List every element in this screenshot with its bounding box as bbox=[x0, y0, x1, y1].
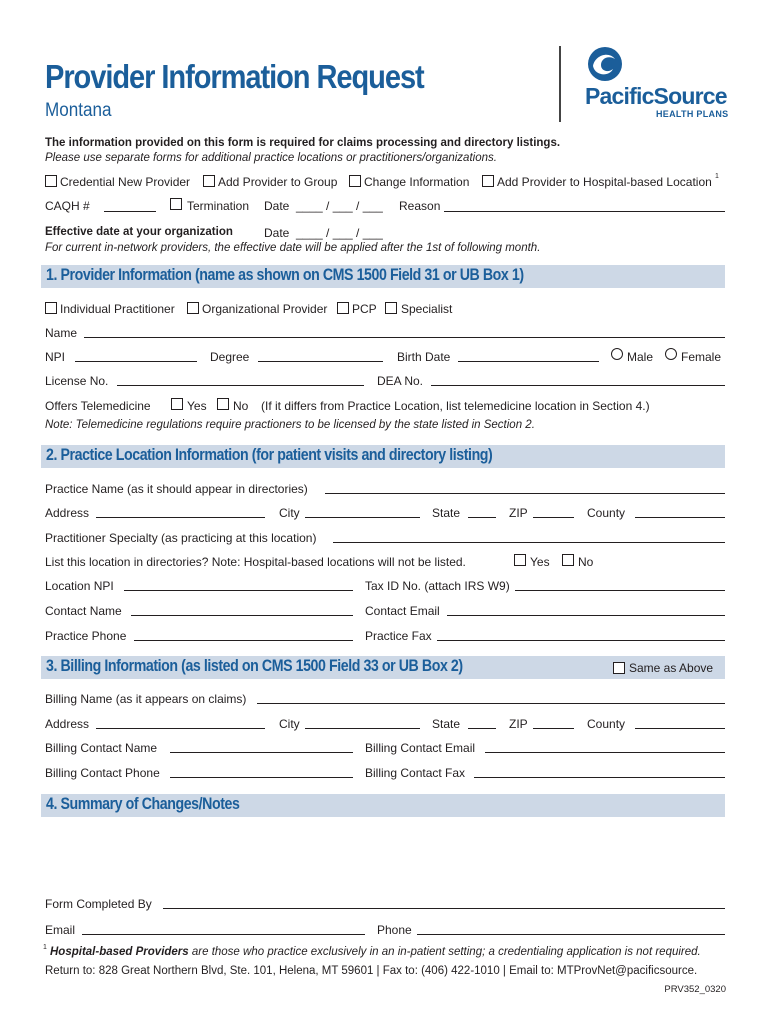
add-provider-to-group-label: Add Provider to Group bbox=[218, 175, 338, 189]
telemedicine-label: Offers Telemedicine bbox=[45, 399, 151, 413]
practice-address-label: Address bbox=[45, 506, 90, 520]
page-title: Provider Information Request bbox=[45, 58, 424, 95]
effective-date-field[interactable]: ____ / ___ / ___ bbox=[296, 226, 383, 240]
billing-county-field[interactable] bbox=[635, 728, 725, 729]
reason-field[interactable] bbox=[444, 211, 725, 212]
tax-id-field[interactable] bbox=[515, 590, 725, 591]
section-3-title: 3. Billing Information (as listed on CMS 1500 Field 33 or UB Box 2) bbox=[46, 657, 463, 675]
birth-date-label: Birth Date bbox=[397, 350, 451, 364]
practice-city-field[interactable] bbox=[305, 517, 420, 518]
degree-label: Degree bbox=[210, 350, 250, 364]
footer-footnote bbox=[50, 946, 701, 958]
billing-zip-label: ZIP bbox=[509, 717, 528, 731]
telemedicine-no-label: No bbox=[233, 399, 249, 413]
termination-date-label: Date bbox=[264, 199, 290, 213]
effective-date-date-label: Date bbox=[264, 226, 290, 240]
intro-line-2: Please use separate forms for additional practice locations or practitioners/organizations. bbox=[45, 152, 497, 164]
section-2-header bbox=[41, 445, 725, 468]
section-4-header bbox=[41, 794, 725, 817]
individual-practitioner-checkbox[interactable] bbox=[45, 302, 57, 314]
practitioner-specialty-label: Practitioner Specialty (as practicing at this location) bbox=[45, 531, 317, 545]
license-label: License No. bbox=[45, 374, 109, 388]
billing-address-field[interactable] bbox=[96, 728, 265, 729]
change-information-label: Change Information bbox=[364, 175, 470, 189]
header-divider bbox=[559, 46, 561, 122]
female-radio[interactable] bbox=[665, 348, 677, 360]
add-provider-hospital-checkbox[interactable] bbox=[482, 175, 494, 187]
list-directory-no-checkbox[interactable] bbox=[562, 554, 574, 566]
billing-city-field[interactable] bbox=[305, 728, 420, 729]
billing-zip-field[interactable] bbox=[533, 728, 574, 729]
footnote-mark: 1 bbox=[715, 173, 719, 180]
practice-name-label: Practice Name (as it should appear in directories) bbox=[45, 482, 308, 496]
effective-date-note: For current in-network providers, the effective date will be applied after the 1st of following month. bbox=[45, 242, 541, 254]
practice-county-label: County bbox=[587, 506, 626, 520]
location-npi-label: Location NPI bbox=[45, 579, 114, 593]
individual-practitioner-label: Individual Practitioner bbox=[60, 302, 175, 316]
billing-contact-phone-field[interactable] bbox=[170, 777, 353, 778]
page-subtitle: Montana bbox=[45, 100, 112, 121]
dea-label: DEA No. bbox=[377, 374, 424, 388]
billing-state-field[interactable] bbox=[468, 728, 496, 729]
logo-name: PacificSource bbox=[585, 83, 727, 109]
reason-label: Reason bbox=[399, 199, 441, 213]
return-address: Return to: 828 Great Northern Blvd, Ste. 101, Helena, MT 59601 | Fax to: (406) 422-1010 | Email to: MTProvNet@pacificsource. bbox=[45, 965, 698, 977]
termination-label: Termination bbox=[187, 199, 250, 213]
credential-new-provider-checkbox[interactable] bbox=[45, 175, 57, 187]
billing-contact-email-field[interactable] bbox=[485, 752, 725, 753]
practice-state-field[interactable] bbox=[468, 517, 496, 518]
billing-contact-fax-field[interactable] bbox=[474, 777, 725, 778]
npi-field[interactable] bbox=[75, 361, 197, 362]
practice-zip-label: ZIP bbox=[509, 506, 528, 520]
billing-state-label: State bbox=[432, 717, 461, 731]
form-completed-by-label: Form Completed By bbox=[45, 897, 152, 911]
contact-email-label: Contact Email bbox=[365, 604, 440, 618]
completer-phone-field[interactable] bbox=[417, 934, 725, 935]
billing-county-label: County bbox=[587, 717, 626, 731]
add-provider-to-group-checkbox[interactable] bbox=[203, 175, 215, 187]
billing-contact-phone-label: Billing Contact Phone bbox=[45, 766, 160, 780]
provider-name-label: Name bbox=[45, 326, 78, 340]
license-field[interactable] bbox=[117, 385, 364, 386]
billing-name-field[interactable] bbox=[257, 703, 725, 704]
birth-date-field[interactable] bbox=[458, 361, 599, 362]
practice-county-field[interactable] bbox=[635, 517, 725, 518]
add-provider-hospital-label: Add Provider to Hospital-based Location bbox=[497, 175, 712, 189]
specialist-label: Specialist bbox=[401, 302, 453, 316]
effective-date-label: Effective date at your organization bbox=[45, 226, 233, 238]
billing-contact-name-label: Billing Contact Name bbox=[45, 741, 158, 755]
completer-phone-label: Phone bbox=[377, 923, 412, 937]
male-label: Male bbox=[627, 350, 654, 364]
completer-email-label: Email bbox=[45, 923, 76, 937]
same-as-above-label: Same as Above bbox=[629, 661, 714, 675]
pacificsource-wave-icon bbox=[587, 46, 623, 82]
practice-name-field[interactable] bbox=[325, 493, 725, 494]
billing-contact-fax-label: Billing Contact Fax bbox=[365, 766, 466, 780]
completer-email-field[interactable] bbox=[82, 934, 365, 935]
same-as-above-checkbox[interactable] bbox=[613, 662, 625, 674]
credential-new-provider-label: Credential New Provider bbox=[60, 175, 191, 189]
telemedicine-no-checkbox[interactable] bbox=[217, 398, 229, 410]
practice-address-field[interactable] bbox=[96, 517, 265, 518]
tax-id-label: Tax ID No. (attach IRS W9) bbox=[365, 579, 510, 593]
logo-subtitle: HEALTH PLANS bbox=[656, 109, 729, 119]
pcp-checkbox[interactable] bbox=[337, 302, 349, 314]
caqh-label: CAQH # bbox=[45, 199, 90, 213]
list-directory-yes-label: Yes bbox=[530, 555, 550, 569]
contact-name-label: Contact Name bbox=[45, 604, 122, 618]
contact-email-field[interactable] bbox=[447, 615, 725, 616]
billing-city-label: City bbox=[279, 717, 300, 731]
footer-footnote-bold: Hospital-based Providers bbox=[50, 946, 189, 958]
location-npi-field[interactable] bbox=[124, 590, 353, 591]
section-1-title: 1. Provider Information (name as shown on CMS 1500 Field 31 or UB Box 1) bbox=[46, 266, 524, 284]
billing-contact-name-field[interactable] bbox=[170, 752, 353, 753]
billing-contact-email-label: Billing Contact Email bbox=[365, 741, 476, 755]
section-3-header bbox=[41, 656, 725, 679]
change-information-checkbox[interactable] bbox=[349, 175, 361, 187]
section-1-header bbox=[41, 265, 725, 288]
summary-notes-area[interactable] bbox=[45, 820, 725, 888]
practitioner-specialty-field[interactable] bbox=[333, 542, 725, 543]
section-4-title: 4. Summary of Changes/Notes bbox=[46, 795, 240, 813]
telemedicine-note: (If it differs from Practice Location, list telemedicine location in Section 4.) bbox=[261, 399, 650, 413]
organizational-provider-label: Organizational Provider bbox=[202, 302, 328, 316]
practice-state-label: State bbox=[432, 506, 461, 520]
billing-address-label: Address bbox=[45, 717, 90, 731]
male-radio[interactable] bbox=[611, 348, 623, 360]
list-directory-no-label: No bbox=[578, 555, 594, 569]
practice-city-label: City bbox=[279, 506, 300, 520]
telemedicine-yes-checkbox[interactable] bbox=[171, 398, 183, 410]
telemedicine-regulation-note: Note: Telemedicine regulations require practioners to be licensed by the state listed in Section 2. bbox=[45, 419, 535, 431]
practice-phone-label: Practice Phone bbox=[45, 629, 127, 643]
form-completed-by-field[interactable] bbox=[163, 908, 725, 909]
footer-footnote-rest: are those who practice exclusively in an in-patient setting; a credentialing application is not required. bbox=[188, 946, 701, 958]
contact-name-field[interactable] bbox=[131, 615, 353, 616]
degree-field[interactable] bbox=[258, 361, 383, 362]
footer-footnote-mark: 1 bbox=[43, 944, 47, 951]
list-directory-question: List this location in directories? Note: Hospital-based locations will not be listed. bbox=[45, 555, 466, 569]
practice-fax-field[interactable] bbox=[437, 640, 725, 641]
practice-fax-label: Practice Fax bbox=[365, 629, 432, 643]
dea-field[interactable] bbox=[431, 385, 725, 386]
intro-line-1: The information provided on this form is required for claims processing and directory listings. bbox=[45, 137, 561, 149]
practice-phone-field[interactable] bbox=[134, 640, 353, 641]
list-directory-yes-checkbox[interactable] bbox=[514, 554, 526, 566]
termination-checkbox[interactable] bbox=[170, 198, 182, 210]
form-code: PRV352_0320 bbox=[664, 984, 726, 995]
billing-name-label: Billing Name (as it appears on claims) bbox=[45, 692, 247, 706]
organizational-provider-checkbox[interactable] bbox=[187, 302, 199, 314]
section-2-title: 2. Practice Location Information (for patient visits and directory listing) bbox=[46, 446, 493, 464]
practice-zip-field[interactable] bbox=[533, 517, 574, 518]
provider-name-field[interactable] bbox=[84, 337, 725, 338]
telemedicine-yes-label: Yes bbox=[187, 399, 207, 413]
caqh-field[interactable] bbox=[104, 211, 156, 212]
npi-label: NPI bbox=[45, 350, 66, 364]
specialist-checkbox[interactable] bbox=[385, 302, 397, 314]
termination-date-field[interactable]: ____ / ___ / ___ bbox=[296, 199, 383, 213]
female-label: Female bbox=[681, 350, 722, 364]
pcp-label: PCP bbox=[352, 302, 377, 316]
